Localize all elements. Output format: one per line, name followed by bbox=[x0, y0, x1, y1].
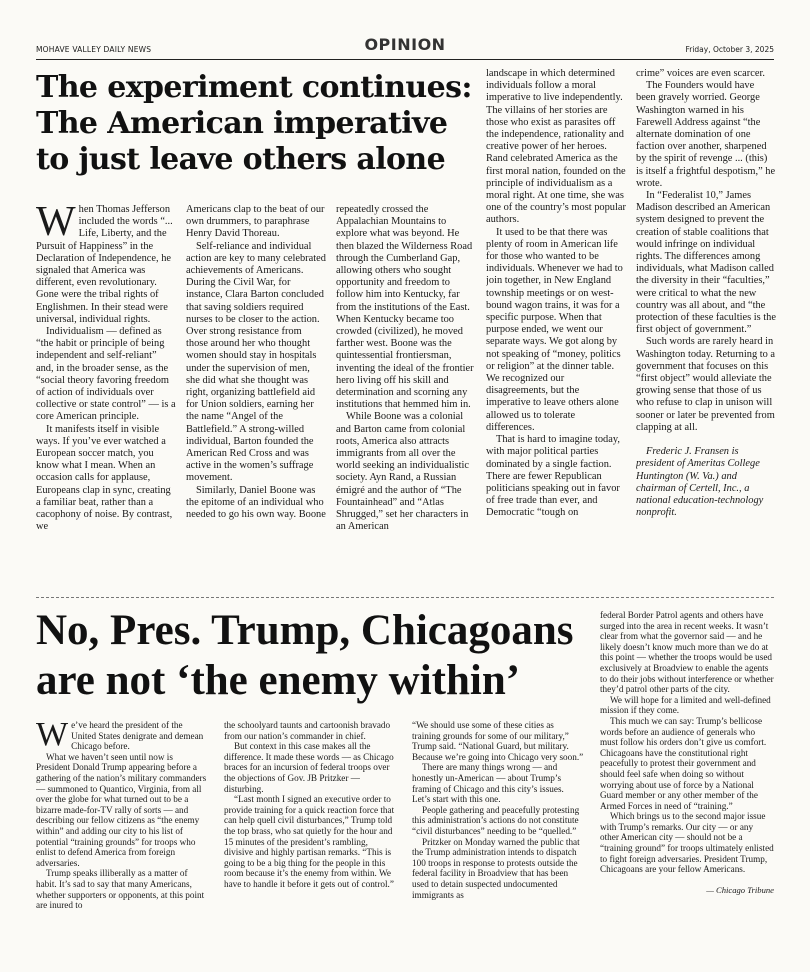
drop-cap: W bbox=[36, 720, 69, 753]
article-2-column-2 bbox=[224, 720, 396, 956]
paragraph: “We should use some of these cities as training grounds for some of our military,” Trump said. “National Guard, but military. Because we’re going into Chicago very soon.” bbox=[412, 720, 584, 762]
article-1-column-1 bbox=[36, 204, 176, 580]
article-2-column-3 bbox=[412, 720, 584, 956]
article-1-column-3 bbox=[336, 204, 476, 580]
paragraph: Self-reliance and individual action are key to many celebrated achievements of Americans. During the Civil War, for instance, Clara Barton concluded that saving soldiers required nurses to be closer to the action. Over strong resistance from those around her who thought women should stay in hospitals under the supervision of men, she did what she thought was right, organizing battlefield aid for Union soldiers, earning her the name “Angel of the Battlefield.” A strong-willed individual, Barton founded the American Red Cross and was active in the women’s suffrage movement. bbox=[186, 240, 326, 484]
author-bio: Frederic J. Fransen is president of Ameritas College Huntington (W. Va.) and chairman of Certell, Inc., a national education-technology nonprofit. bbox=[636, 446, 764, 519]
article-1-column-4 bbox=[486, 68, 626, 588]
article-1-column-2 bbox=[186, 204, 326, 580]
paragraph: landscape in which determined individuals follow a moral imperative to live independently. The villains of her stories are those who exist as parasites off the independence, rationality and creative power of her heroes. Rand celebrated America as the first moral nation, founded on the principle of individualism as a moral right. At one time, she was one of the country’s most popular authors. bbox=[486, 68, 626, 226]
paragraph: People gathering and peacefully protesting this administration’s actions do not constitute “civil disturbances” needing to be “quelled.” bbox=[412, 804, 580, 836]
paragraph: “Last month I signed an executive order to provide training for a quick reaction force that can help quell civil disturbances,” Trump told the top brass, who sat quietly for the hour and 15 minutes of the president’s rambling, divisive and highly partisan remarks. “This is going to be a big thing for the people in this room because it’s the enemy from within. We have to handle it before it gets out of control.” bbox=[224, 794, 395, 889]
drop-cap: W bbox=[36, 204, 76, 245]
paragraph: Americans clap to the beat of our own drummers, to paraphrase Henry David Thoreau. bbox=[186, 204, 325, 240]
section-title: OPINION bbox=[364, 35, 446, 54]
masthead bbox=[36, 34, 774, 60]
paragraph: What we haven’t seen until now is President Donald Trump appearing before a gathering of the nation’s military commanders — summoned to Quantico, Virginia, from all over the globe for what turned out to be a bizarre made-for-TV rally of sorts — and describing our fellow citizens as “the enemy within” and adding our city to his list of potential “training grounds” for troops who enlist to defend America from foreign adversaries. bbox=[36, 751, 207, 868]
paragraph: When Thomas Jefferson included the words “... Life, Liberty, and the Pursuit of Happiness” in the Declaration of Independence, he signaled that America was different, even revolutionary. Gone were the tribal rights of Englishmen. In their stead were universal, individual rights. bbox=[36, 204, 173, 325]
article-2-column-4 bbox=[600, 610, 774, 960]
paragraph: While Boone was a colonial and Barton came from colonial roots, America also attracts immigrants from all over the world seeking an individualistic society. Ayn Rand, a Russian émigré and the author of “The Fountainhead” and “Atlas Shrugged,” set her characters in an American bbox=[336, 411, 470, 533]
paragraph: We will hope for a limited and well-defined mission if they come. bbox=[600, 694, 771, 716]
paragraph: Such words are rarely heard in Washington today. Returning to a government that focuses on this “first object” would alleviate the growing sense that those of us who refuse to clap in unison will sooner or later be prevented from clapping at all. bbox=[636, 336, 776, 433]
issue-date: Friday, October 3, 2025 bbox=[685, 45, 774, 54]
paragraph: It used to be that there was plenty of room in American life for those who wanted to be individuals. Whenever we had to join together, in New England township meetings or on west-bound wagon trains, it was for a specific purpose. When that purpose ended, we went our separate ways. We got along by not speaking of “money, politics or religion” at the dinner table. We recognized our disagreements, but the imperative to leave others alone allowed us to tolerate differences. bbox=[486, 226, 623, 433]
article-2-column-1 bbox=[36, 720, 208, 956]
paragraph: Trump speaks illiberally as a matter of habit. It’s sad to say that many Americans, whether supporters or opponents, at this point are inured to bbox=[36, 868, 205, 911]
paragraph: But context in this case makes all the difference. It made these words — as Chicago braces for an incursion of federal troops over the objections of Gov. JB Pritzker — disturbing. bbox=[224, 741, 394, 794]
article-divider bbox=[36, 597, 774, 598]
paragraph: It manifests itself in visible ways. If you’ve ever watched a European soccer match, you know what I mean. When an occasion calls for applause, Europeans clap in sync, creating a familiar beat, rather than a cacophony of noise. By contrast, we bbox=[36, 423, 173, 533]
paragraph: In “Federalist 10,” James Madison described an American system designed to prevent the creation of stable coalitions that would infringe on individual rights. The differences among individuals, what Madison called the diversity in their “faculties,” were critical to what the new country was all about, and “the protection of these faculties is the first object of government.” bbox=[636, 190, 776, 336]
paragraph: This much we can say: Trump’s bellicose words before an audience of generals who must follow his orders don’t give us comfort. Chicagoans have the constitutional right peacefully to protest their government and should feel safe when doing so without worrying about use of force by a National Guard member or any other member of the Armed Forces in need of “training.” bbox=[600, 715, 767, 811]
paragraph: Pritzker on Monday warned the public that the Trump administration intends to dispatch 100 troops in response to protests outside the federal facility in Broadview that has been used to detain suspected undocumented immigrants as bbox=[412, 836, 580, 900]
source-credit: — Chicago Tribune bbox=[706, 884, 774, 895]
paragraph: crime” voices are even scarcer. bbox=[636, 68, 765, 79]
paragraph: repeatedly crossed the Appalachian Mountains to explore what was beyond. He then blazed the Wilderness Road through the Cumberland Gap, allowing others who sought opportunity and freedom to follow him into Kentucky, far from the institutions of the East. When Kentucky became too crowded (civilized), he moved farther west. Boone was the quintessential frontiersman, inventing the ideal of the frontier hero living off his skill and determination and scorning any institutions that hemmed him in. bbox=[336, 204, 474, 411]
paragraph: federal Border Patrol agents and others have surged into the area in recent weeks. It wasn’t clear from what the governor said — and he likely doesn’t know much more than we do at this point — whether the troops would be used exclusively at Broadview to enable the agents to do their jobs without interference or whether they’d patrol other parts of the city. bbox=[600, 610, 774, 695]
article-2-headline: No, Pres. Trump, Chicagoans are not ‘the enemy within’ bbox=[36, 607, 574, 705]
paragraph: the schoolyard taunts and cartoonish bravado from our nation’s commander in chief. bbox=[224, 720, 391, 741]
paragraph: That is hard to imagine today, with major political parties dominated by a single faction. There are fewer Republican politicians speaking out in favor of free trade than ever, and Democratic “tough on bbox=[486, 434, 620, 519]
paragraph: There are many things wrong — and honestly un-American — about Trump’s framing of Chicago and this city’s issues. Let’s start with this one. bbox=[412, 762, 564, 805]
publication-name: MOHAVE VALLEY DAILY NEWS bbox=[36, 45, 152, 54]
paragraph: Similarly, Daniel Boone was the epitome of an individual who needed to go his own way. Boone bbox=[186, 484, 326, 521]
article-1-column-5 bbox=[636, 68, 776, 588]
paragraph: Individualism — defined as “the habit or principle of being independent and self-reliant” and, in the broader sense, as the “social theory favoring freedom of action of individuals over collective or state control” — is a core American principle. bbox=[36, 326, 176, 423]
article-1-headline: The experiment continues: The American imperative to just leave others alone bbox=[36, 70, 472, 177]
paragraph: The Founders would have been gravely worried. George Washington warned in his Farewell Address against “the alternate domination of one faction over another, sharpened by the spirit of revenge ... (this) is itself a frightful despotism,” he wrote. bbox=[636, 80, 776, 189]
paragraph: We’ve heard the president of the United States denigrate and demean Chicago before. bbox=[36, 720, 204, 753]
paragraph: Which brings us to the second major issue with Trump’s remarks. Our city — or any other American city — should not be a “training ground” for troops ultimately enlisted to fight foreign adversaries. President Trump, Chicagoans are your fellow Americans. bbox=[600, 811, 774, 875]
